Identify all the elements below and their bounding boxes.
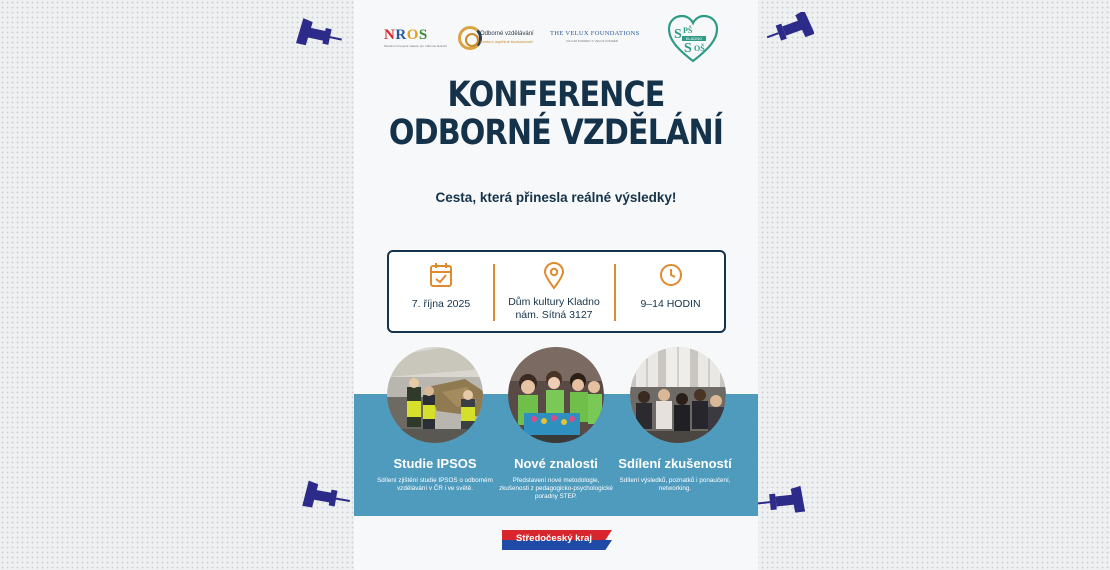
svg-text:S: S [684,41,692,56]
event-place [493,296,615,322]
push-pin-icon [302,480,352,516]
feature-sharing [610,456,740,493]
velux-logo-subtitle: VILLUM FONDEN ✕ VELUX FONDEN [566,39,618,43]
event-time: 9–14 HODIN [640,298,701,310]
place-line-2: nám. Sítná 3127 [515,309,593,321]
feature-description: Představení nové metodologie, zkušenosti z pedagogicko-psychologické poradny STEP. [499,477,613,500]
region-label: Středočeský kraj [515,533,593,544]
feature-ipsos [370,456,500,493]
feature-title: Nové znalosti [514,456,598,471]
photo-workshop [387,347,483,443]
svg-text:PŠ: PŠ [683,26,693,35]
clock-icon [658,262,684,288]
push-pin-icon [756,484,806,520]
nros-logo-mark: NROS [384,27,428,43]
velux-foundations-logo [550,30,640,50]
event-date: 7. října 2025 [411,298,471,310]
feature-description: Sdílení zjištění studie IPSOS o odborném vzdělávání v ČR i ve světě. [377,477,493,492]
feature-description: Sdílení výsledků, poznatků i ponaučení, networking. [619,477,731,492]
feature-title: Studie IPSOS [393,456,477,471]
place-line-1: Dům kultury Kladno [508,296,600,308]
ov-logo-tagline: Cesta k úspěšné budoucnosti [480,39,533,44]
ov-ring-icon [458,26,482,50]
info-time [615,252,726,331]
stredocesky-kraj-logo [502,530,612,550]
push-pin-icon [296,18,344,54]
svg-text:KLADNO: KLADNO [685,36,703,42]
odborne-vzdelavani-logo [458,26,548,56]
velux-logo-title: THE VELUX FOUNDATIONS [550,30,640,37]
partner-logos [354,12,758,68]
ov-logo-title: Odborné vzdělávání [480,31,534,37]
event-info-box [387,250,726,333]
photo-audience [630,347,726,443]
conference-flyer [354,0,758,570]
info-place [493,252,615,331]
svg-text:S: S [674,27,682,42]
info-date [389,252,493,331]
calendar-icon [429,262,453,288]
title-line-2: ODBORNÉ VZDĚLÁNÍ [388,113,724,153]
feature-title: Sdílení zkušeností [618,456,732,471]
push-pin-icon [766,12,814,48]
nros-logo-subtitle: Národní rozvojová nadace pro odborné školství [384,44,447,48]
svg-text:OŠ: OŠ [694,44,705,53]
subtitle: Cesta, která přinesla reálné výsledky! [435,190,677,205]
title-line-1: KONFERENCE [447,75,665,115]
nros-logo [384,27,447,48]
feature-new-knowledge [491,456,621,501]
location-pin-icon [543,262,565,290]
photo-students [508,347,604,443]
sps-sos-heart-logo [666,14,720,64]
page-title [382,76,729,152]
